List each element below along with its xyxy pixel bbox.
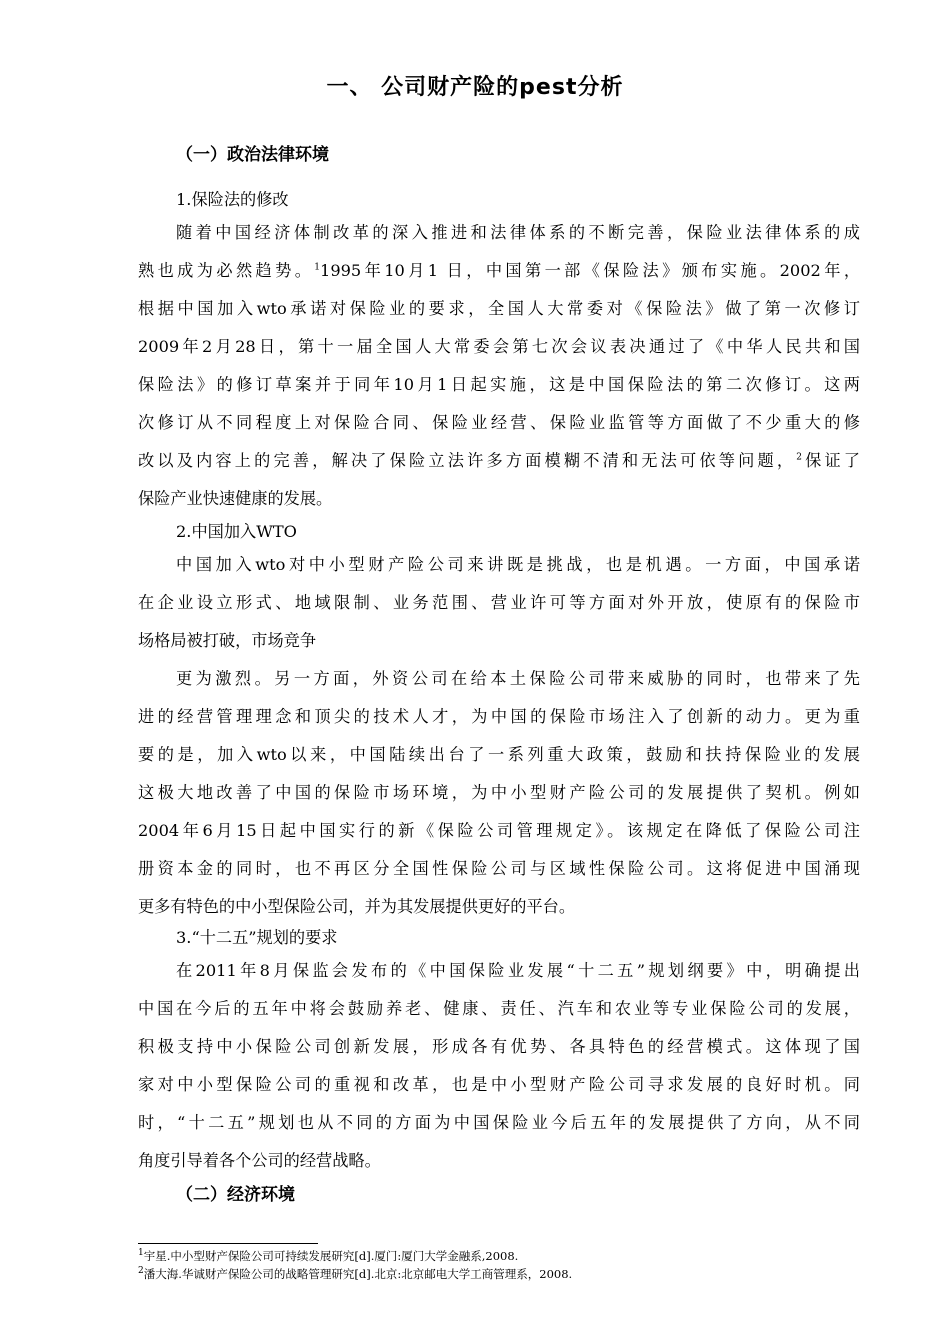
subheading-china-wto: 2.中国加入WTO	[176, 522, 297, 541]
paragraph-line: 在企业设立形式、地域限制、业务范围、营业许可等方面对外开放，使原有的保险市	[138, 593, 860, 612]
section-heading-political-legal: （一）政治法律环境	[176, 145, 329, 165]
paragraph-line: 家对中小型保险公司的重视和改革，也是中小型财产险公司寻求发展的良好时机。同	[138, 1075, 860, 1094]
footnote-1: $^1$宇星.中小型财产保险公司可持续发展研究[d].厦门:厦门大学金融系,2008.	[138, 1248, 519, 1263]
paragraph-line: 2009年2月28日，第十一届全国人大常委会第七次会议表决通过了《中华人民共和国	[138, 337, 860, 356]
paragraph-line: 场格局被打破，市场竞争	[138, 631, 317, 650]
paragraph-line: 进的经营管理理念和顶尖的技术人才，为中国的保险市场注入了创新的动力。更为重	[138, 707, 860, 726]
section-heading-economic: （二）经济环境	[176, 1185, 295, 1205]
paragraph-line: 2004年6月15日起中国实行的新《保险公司管理规定》。该规定在降低了保险公司注	[138, 821, 860, 840]
paragraph-line: 次修订从不同程度上对保险合同、保险业经营、保险业监管等方面做了不少重大的修	[138, 413, 860, 432]
paragraph-line: 在2011年8月保监会发布的《中国保险业发展“十二五”规划纲要》中，明确提出	[176, 961, 860, 980]
paragraph-line: 根据中国加入wto承诺对保险业的要求，全国人大常委对《保险法》做了第一次修订	[138, 299, 860, 318]
footnote-ref: 1	[314, 262, 321, 273]
paragraph-line: 更多有特色的中小型保险公司，并为其发展提供更好的平台。	[138, 897, 576, 916]
footnote-2: $^2$潘大海.华诚财产保险公司的战略管理研究[d].北京:北京邮电大学工商管理系，2008.	[138, 1266, 573, 1281]
paragraph-line: 中国在今后的五年中将会鼓励养老、健康、责任、汽车和农业等专业保险公司的发展，	[138, 999, 860, 1018]
paragraph-line: 熟也成为必然趋势。$^1$1995年10月1 日，中国第一部《保险法》颁布实施。2002年，	[138, 261, 861, 280]
paragraph-line: 积极支持中小保险公司创新发展，形成各有优势、各具特色的经营模式。这体现了国	[138, 1037, 860, 1056]
paragraph-line: 更为激烈。另一方面，外资公司在给本土保险公司带来威胁的同时，也带来了先	[176, 669, 860, 688]
paragraph-line: 随着中国经济体制改革的深入推进和法律体系的不断完善，保险业法律体系的成	[176, 223, 860, 242]
paragraph-line: 保险产业快速健康的发展。	[138, 489, 333, 508]
paragraph-line: 这极大地改善了中国的保险市场环境，为中小型财产险公司的发展提供了契机。例如	[138, 783, 860, 802]
paragraph-line: 时，“十二五”规划也从不同的方面为中国保险业今后五年的发展提供了方向，从不同	[138, 1113, 860, 1132]
paragraph-line: 中国加入wto对中小型财产险公司来讲既是挑战，也是机遇。一方面，中国承诺	[176, 555, 860, 574]
footnote-ref: 2	[796, 452, 802, 463]
paragraph-line: 要的是，加入wto以来，中国陆续出台了一系列重大政策，鼓励和扶持保险业的发展	[138, 745, 860, 764]
paragraph-line: 保险法》的修订草案并于同年10月1日起实施，这是中国保险法的第二次修订。这两	[138, 375, 860, 394]
paragraph-line: 册资本金的同时，也不再区分全国性保险公司与区域性保险公司。这将促进中国涌现	[138, 859, 860, 878]
page-title: 一、 公司财产险的pest分析	[326, 75, 624, 100]
paragraph-line: 角度引导着各个公司的经营战略。	[138, 1151, 381, 1170]
footnote-divider	[138, 1243, 318, 1244]
paragraph-line: 改以及内容上的完善，解决了保险立法许多方面模糊不清和无法可依等问题，$^2$保证了	[138, 451, 860, 470]
subheading-twelfth-five-year-plan: 3.“十二五”规划的要求	[176, 928, 338, 947]
subheading-insurance-law: 1.保险法的修改	[176, 190, 289, 209]
